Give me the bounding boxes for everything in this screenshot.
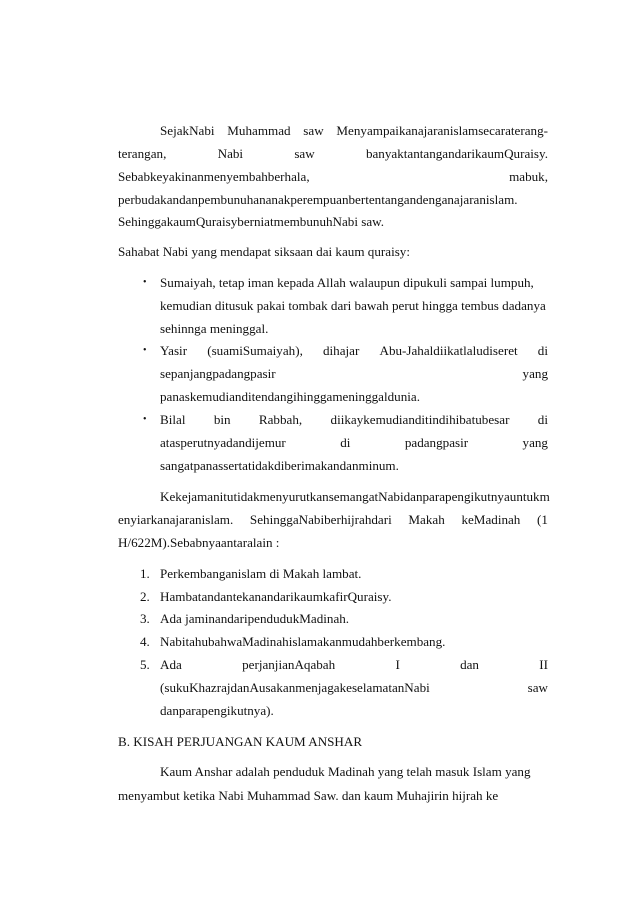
list-item: HambatandantekanandarikaumkafirQuraisy. [160, 589, 392, 604]
word: (sukuKhazrajdanAusakanmenjagakeselamatanNabi [160, 680, 430, 695]
word: saw [527, 680, 548, 695]
bullet3-line3: sangatpanassertatidakdiberimakandanminum. [160, 458, 399, 473]
paragraph3-line2: menyambut ketika Nabi Muhammad Saw. dan kaum Muhajirin hijrah ke [118, 788, 499, 803]
bullet-icon: • [143, 277, 147, 288]
list-number: 3. [140, 611, 150, 626]
word: Bilal [160, 412, 186, 427]
word: (suamiSumaiyah), [207, 343, 303, 358]
list-item-5-line1 [160, 657, 548, 673]
word: mabuk, [509, 169, 548, 184]
word: perjanjianAqabah [242, 657, 336, 672]
word: diikaykemudianditindihibatubesar [330, 412, 510, 427]
paragraph2-line2 [118, 512, 548, 528]
bullet-icon: • [143, 414, 147, 425]
word: di [537, 412, 548, 427]
list-number: 5. [140, 657, 150, 672]
word: Sebabkeyakinanmenyembahberhala, [118, 169, 310, 184]
list-item: Perkembanganislam di Makah lambat. [160, 566, 362, 581]
word: Muhammad [227, 123, 291, 138]
section-intro: Sahabat Nabi yang mendapat siksaan dai kaum quraisy: [118, 244, 410, 259]
word: Menyampaikanajaranislamsecaraterang- [336, 123, 548, 138]
list-item: NabitahubahwaMadinahislamakanmudahberkembang. [160, 634, 446, 649]
word: SehinggaNabiberhijrahdari [249, 512, 392, 527]
word: Abu-Jahaldiikatlaludiseret [379, 343, 518, 358]
word: enyiarkanajaranislam. [118, 512, 234, 527]
word: Yasir [160, 343, 188, 358]
bullet1-line2: kemudian ditusuk pakai tombak dari bawah perut hingga tembus dadanya [160, 298, 546, 313]
paragraph1-line2 [118, 146, 548, 162]
bullet2-line2 [160, 366, 548, 382]
word: padangpasir [404, 435, 469, 450]
word: dan [460, 657, 479, 672]
word: saw [294, 146, 315, 161]
bullet3-line1 [160, 412, 548, 428]
word: I [395, 657, 400, 672]
text-segment: Kaum Anshar adalah penduduk Madinah yang telah masuk Islam yang [160, 764, 531, 779]
paragraph1-line5: SehinggakaumQuraisyberniatmembunuhNabi saw. [118, 214, 385, 229]
word: banyaktantangandarikaumQuraisy. [365, 146, 548, 161]
word: Makah [408, 512, 445, 527]
word: bin [213, 412, 231, 427]
word: sepanjangpadangpasir [160, 366, 276, 381]
bullet3-line2 [160, 435, 548, 451]
word: Nabi [217, 146, 244, 161]
word: atasperutnyadandijemur [160, 435, 286, 450]
word: di [340, 435, 351, 450]
paragraph2-line3: H/622M).Sebabnyaantaralain : [118, 535, 280, 550]
paragraph1-line4: perbudakandanpembunuhananakperempuanbertentangandenganajaranislam. [118, 192, 518, 207]
paragraph3-line1 [160, 764, 548, 780]
list-item-5-line2 [160, 680, 548, 696]
word: Rabbah, [258, 412, 303, 427]
bullet-icon: • [143, 345, 147, 356]
word: (1 [537, 512, 548, 527]
list-item-5-line3: danparapengikutnya). [160, 703, 274, 718]
bullet1-line3: sehinnga meninggal. [160, 321, 269, 336]
word: yang [522, 435, 548, 450]
word: dihajar [322, 343, 360, 358]
list-number: 1. [140, 566, 150, 581]
paragraph1-line1 [160, 123, 548, 139]
list-number: 2. [140, 589, 150, 604]
word: saw [303, 123, 324, 138]
word: Ada [160, 657, 182, 672]
word: SejakNabi [160, 123, 215, 138]
paragraph1-line3 [118, 169, 548, 185]
bullet2-line1 [160, 343, 548, 359]
word: di [537, 343, 548, 358]
list-number: 4. [140, 634, 150, 649]
paragraph2-line1: Kekejamanitutidakmenyurutkansemangat​Nabidanparapengikutnyauntukm [160, 489, 550, 504]
word: keMadinah [461, 512, 521, 527]
list-item: Ada jaminandaripendudukMadinah. [160, 611, 350, 626]
bullet2-line3: panaskemudianditendangihinggameninggaldunia. [160, 389, 420, 404]
section-heading: B. KISAH PERJUANGAN KAUM ANSHAR [118, 734, 363, 749]
word: yang [522, 366, 548, 381]
word: II [539, 657, 548, 672]
word: terangan, [118, 146, 167, 161]
bullet1-line1: Sumaiyah, tetap iman kepada Allah walaupun dipukuli sampai lumpuh, [160, 275, 534, 290]
